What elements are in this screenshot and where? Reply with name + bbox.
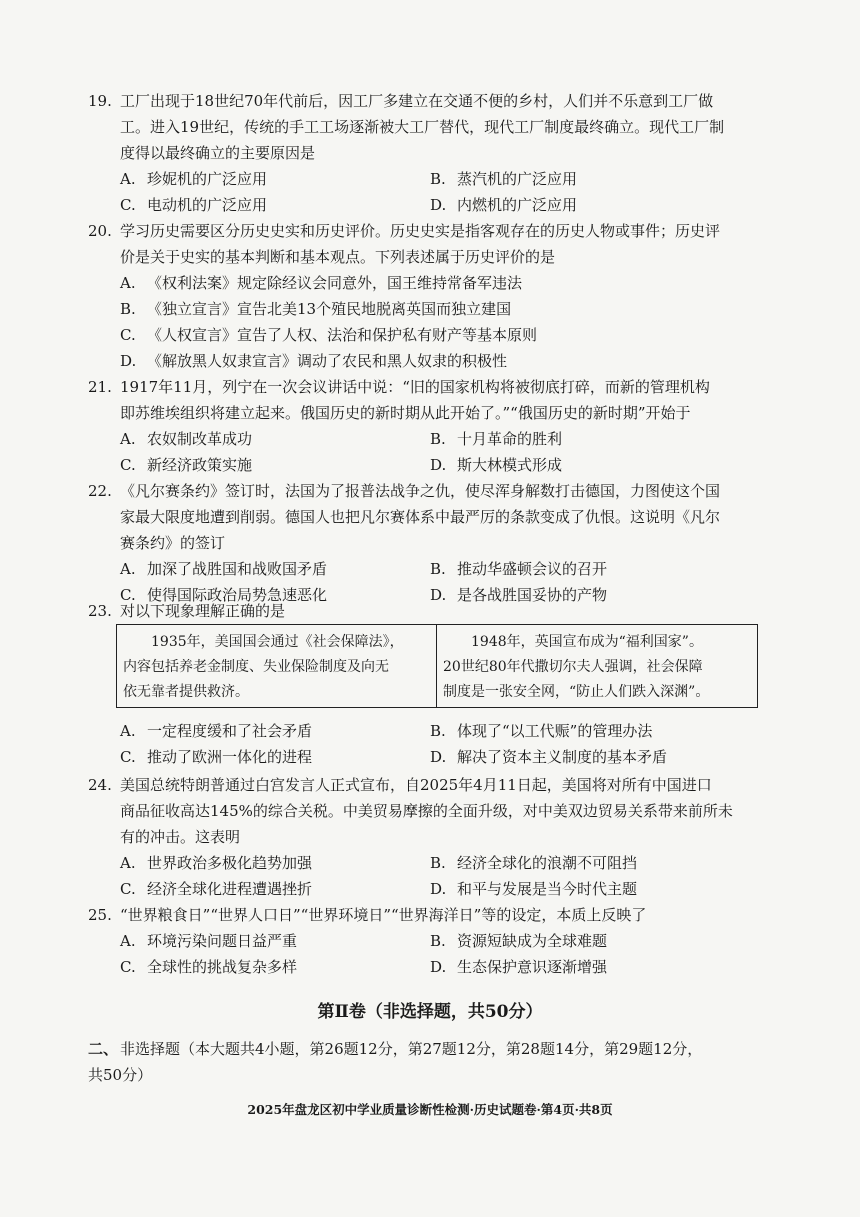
question-number: 24. xyxy=(88,776,112,794)
part-description xyxy=(88,1036,703,1088)
question-number: 25. xyxy=(88,906,112,924)
option-d: D. 斯大林模式形成 xyxy=(430,456,563,474)
stem-line: 即苏维埃组织将建立起来。俄国历史的新时期从此开始了。”“俄国历史的新时期”开始于 xyxy=(120,404,691,422)
option-d: D. 生态保护意识逐渐增强 xyxy=(430,958,608,976)
question-stem xyxy=(120,598,285,624)
part-line: 非选择题（本大题共4小题，第26题12分，第27题12分，第28题14分，第29题12分， xyxy=(120,1040,703,1058)
option-a: A. 加深了战胜国和战败国矛盾 xyxy=(120,560,328,578)
quote-line: 20世纪80年代撒切尔夫人强调，社会保障 xyxy=(443,659,703,675)
quote-line: 依无靠者提供救济。 xyxy=(123,684,249,700)
option-b: B. 体现了“以工代赈”的管理办法 xyxy=(430,722,653,740)
stem-line: 有的冲击。这表明 xyxy=(120,828,241,846)
option-a: A. 珍妮机的广泛应用 xyxy=(120,170,268,188)
option-d: D. 内燃机的广泛应用 xyxy=(430,196,578,214)
question-number: 21. xyxy=(88,378,112,396)
option-d: D. 《解放黑人奴隶宣言》调动了农民和黑人奴隶的积极性 xyxy=(120,352,508,370)
option-b: B. 资源短缺成为全球难题 xyxy=(430,932,608,950)
question-stem xyxy=(120,772,733,850)
option-a: A. 环境污染问题日益严重 xyxy=(120,932,298,950)
quote-table xyxy=(116,624,758,708)
question-stem xyxy=(120,902,646,928)
option-a: A. 农奴制改革成功 xyxy=(120,430,253,448)
question-stem xyxy=(120,88,724,166)
option-c: C. 使得国际政治局势急速恶化 xyxy=(120,586,328,604)
quote-line: 1935年，美国国会通过《社会保障法》， xyxy=(151,634,404,650)
option-d: D. 和平与发展是当今时代主题 xyxy=(430,880,638,898)
option-d: D. 解决了资本主义制度的基本矛盾 xyxy=(430,748,668,766)
option-a: A. 世界政治多极化趋势加强 xyxy=(120,854,313,872)
question-stem xyxy=(120,218,720,270)
question-number: 22. xyxy=(88,482,112,500)
option-a: A. 《权利法案》规定除经议会同意外，国王维持常备军违法 xyxy=(120,274,523,292)
stem-line: 工。进入19世纪，传统的手工工场逐渐被大工厂替代，现代工厂制度最终确立。现代工厂制 xyxy=(120,118,725,136)
option-b: B. 推动华盛顿会议的召开 xyxy=(430,560,608,578)
stem-line: 美国总统特朗普通过白宫发言人正式宣布，自2025年4月11日起，美国将对所有中国进口 xyxy=(120,776,712,794)
option-b: B. 经济全球化的浪潮不可阻挡 xyxy=(430,854,638,872)
quote-cell-usa xyxy=(117,625,437,707)
quote-line: 1948年，英国宣布成为“福利国家”。 xyxy=(471,634,703,650)
page-footer: 2025年盘龙区初中学业质量诊断性检测·历史试题卷·第4页·共8页 xyxy=(247,1102,613,1117)
quote-line: 内容包括养老金制度、失业保险制度及向无 xyxy=(123,659,389,675)
option-b: B. 十月革命的胜利 xyxy=(430,430,563,448)
part-number: 二、 xyxy=(88,1040,119,1058)
stem-line: 学习历史需要区分历史史实和历史评价。历史史实是指客观存在的历史人物或事件；历史评 xyxy=(120,222,721,240)
question-stem xyxy=(120,478,720,556)
option-c: C. 经济全球化进程遭遇挫折 xyxy=(120,880,313,898)
question-number: 19. xyxy=(88,92,112,110)
question-number: 23. xyxy=(88,602,112,620)
quote-cell-uk xyxy=(437,625,757,707)
stem-line: 家最大限度地遭到削弱。德国人也把凡尔赛体系中最严厉的条款变成了仇恨。这说明《凡尔 xyxy=(120,508,721,526)
part-line: 共50分） xyxy=(88,1066,153,1084)
option-c: C. 新经济政策实施 xyxy=(120,456,253,474)
section-title: 第Ⅱ卷（非选择题，共50分） xyxy=(317,1002,543,1022)
option-c: C. 推动了欧洲一体化的进程 xyxy=(120,748,313,766)
stem-line: 商品征收高达145%的综合关税。中美贸易摩擦的全面升级，对中美双边贸易关系带来前所未 xyxy=(120,802,733,820)
option-c: C. 电动机的广泛应用 xyxy=(120,196,268,214)
option-c: C. 全球性的挑战复杂多样 xyxy=(120,958,298,976)
stem-line: 工厂出现于18世纪70年代前后，因工厂多建立在交通不便的乡村，人们并不乐意到工厂做 xyxy=(120,92,714,110)
question-stem xyxy=(120,374,710,426)
stem-line: 对以下现象理解正确的是 xyxy=(120,602,286,620)
quote-line: 制度是一张安全网，“防止人们跌入深渊”。 xyxy=(443,684,710,700)
stem-line: 《凡尔赛条约》签订时，法国为了报普法战争之仇，使尽浑身解数打击德国，力图使这个国 xyxy=(120,482,721,500)
stem-line: 价是关于史实的基本判断和基本观点。下列表述属于历史评价的是 xyxy=(120,248,556,266)
option-b: B. 蒸汽机的广泛应用 xyxy=(430,170,578,188)
stem-line: “世界粮食日”“世界人口日”“世界环境日”“世界海洋日”等的设定，本质上反映了 xyxy=(120,906,647,924)
stem-line: 度得以最终确立的主要原因是 xyxy=(120,144,316,162)
option-d: D. 是各战胜国妥协的产物 xyxy=(430,586,608,604)
option-c: C. 《人权宣言》宣告了人权、法治和保护私有财产等基本原则 xyxy=(120,326,538,344)
stem-line: 赛条约》的签订 xyxy=(120,534,226,552)
option-b: B. 《独立宣言》宣告北美13个殖民地脱离英国而独立建国 xyxy=(120,300,512,318)
option-a: A. 一定程度缓和了社会矛盾 xyxy=(120,722,313,740)
stem-line: 1917年11月，列宁在一次会议讲话中说：“旧的国家机构将被彻底打碎，而新的管理机构 xyxy=(120,378,710,396)
question-number: 20. xyxy=(88,222,112,240)
